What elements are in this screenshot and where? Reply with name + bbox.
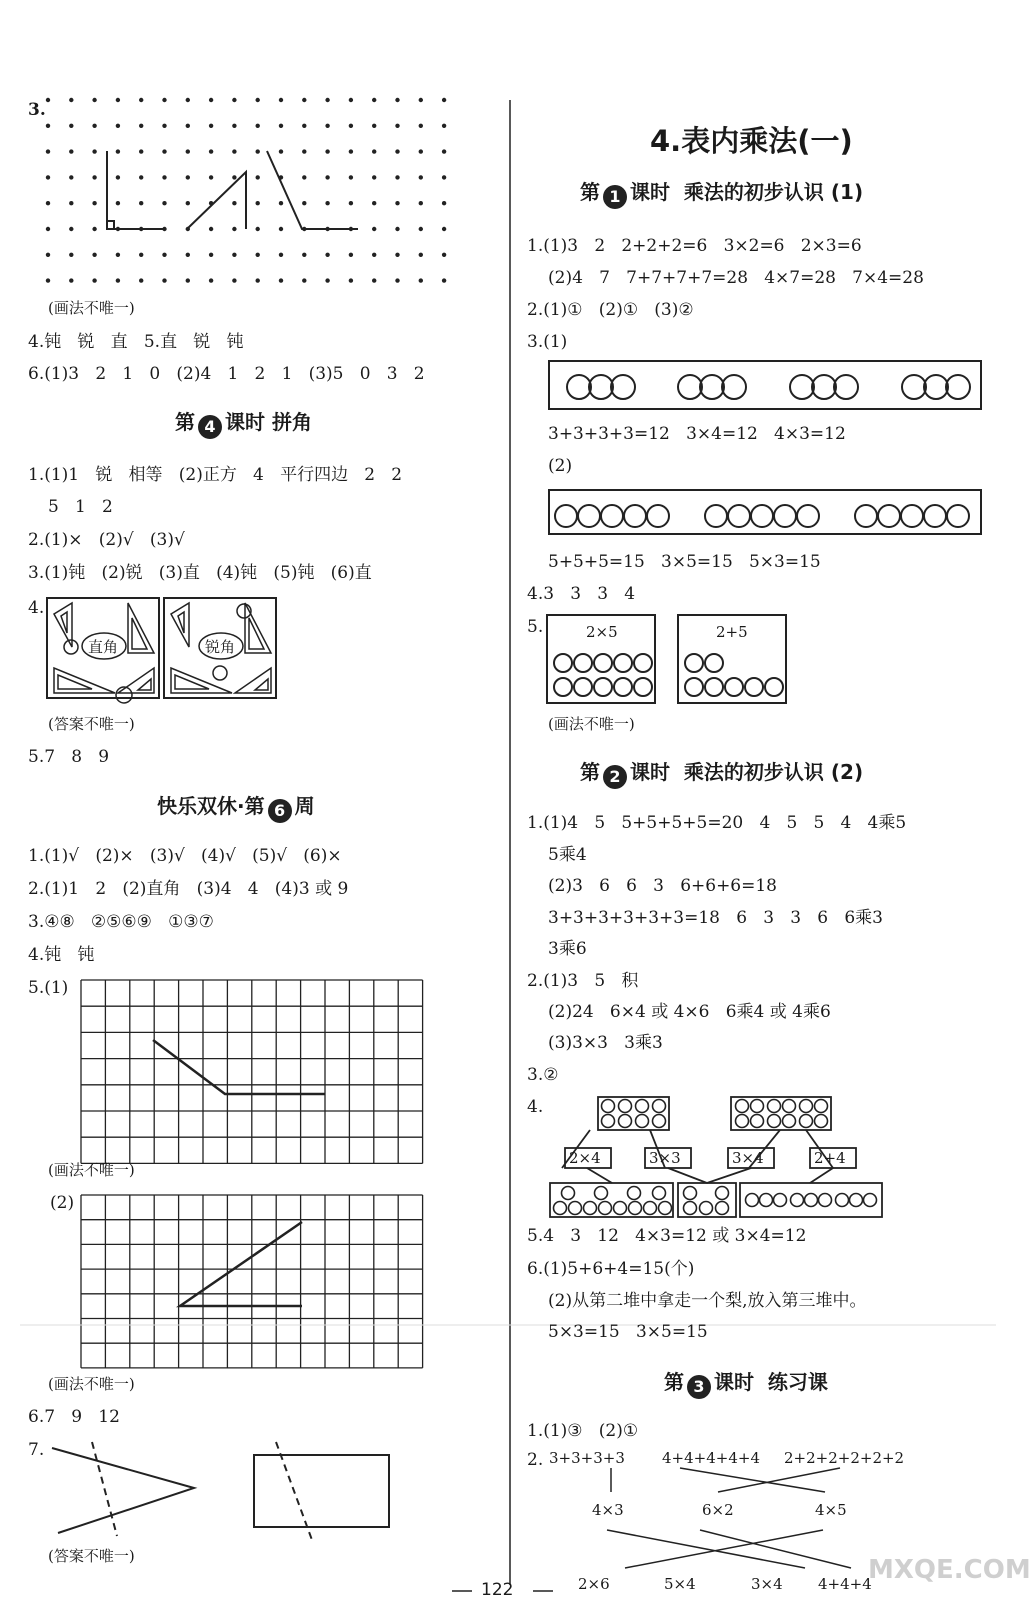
week-heading: 快乐双休·第 6 周 (157, 796, 315, 823)
r3-bot-4: 4+4+4 (818, 1575, 872, 1593)
r2-q2c: (3)3×3 3乘3 (548, 1033, 663, 1053)
w-q7-label: 7. (28, 1440, 45, 1460)
w-note2: (画法不唯一) (48, 1375, 135, 1393)
dashed-cut-line (92, 1442, 117, 1536)
r2-q3: 3.② (527, 1065, 559, 1085)
circle-card (740, 1183, 882, 1217)
acute-angle-label: 锐角 (205, 638, 236, 656)
r2-q6c: 5×3=15 3×5=15 (548, 1322, 708, 1342)
r2-label-3: 3×4 (732, 1149, 764, 1167)
l4-note: (答案不唯一) (48, 715, 135, 733)
r1-q3-label: 3.(1) (527, 332, 568, 352)
rectangle-figure (254, 1455, 389, 1527)
r1-q2: 2.(1)① (2)① (3)② (527, 300, 694, 320)
w-q5-1-label: 5.(1) (28, 978, 69, 998)
r3-mid-3: 4×5 (815, 1501, 847, 1519)
page-number: 122 (481, 1580, 514, 1600)
r2-q6a: 6.(1)5+6+4=15(个) (527, 1259, 695, 1279)
r3-bot-3: 3×4 (751, 1575, 783, 1593)
r3-bot-2: 5×4 (664, 1575, 696, 1593)
r2-q2b: (2)24 6×4 或 4×6 6乘4 或 4乘6 (548, 1002, 831, 1022)
r3-q2-label: 2. (527, 1450, 544, 1470)
r3-top-2: 4+4+4+4+4 (662, 1449, 760, 1467)
r3-mid-1: 4×3 (592, 1501, 624, 1519)
drawn-right-angle (107, 151, 164, 229)
watermark: MXQE.COM (868, 1555, 1031, 1585)
drawn-obtuse-angle (267, 151, 358, 229)
w-note1: (画法不唯一) (48, 1161, 135, 1179)
left-q4-q5: 4.钝 锐 直 5.直 锐 钝 (28, 332, 244, 352)
r1-q5-label: 5. (527, 617, 544, 637)
r2-q6b: (2)从第二堆中拿走一个梨,放入第三堆中。 (548, 1291, 867, 1311)
left-q3-label: 3. (28, 100, 46, 120)
lesson1-heading: 第 1 课时 乘法的初步认识 (1) (580, 182, 863, 209)
r1-q1a: 1.(1)3 2 2+2+2=6 3×2=6 2×3=6 (527, 236, 862, 256)
l4-q3: 3.(1)钝 (2)锐 (3)直 (4)钝 (5)钝 (6)直 (28, 563, 372, 583)
r1-q3a: 3+3+3+3=12 3×4=12 4×3=12 (548, 424, 846, 444)
r3-top-1: 3+3+3+3 (549, 1449, 625, 1467)
r3-mid-2: 6×2 (702, 1501, 734, 1519)
dashed-cut-line (276, 1442, 312, 1540)
l4-q5: 5.7 8 9 (28, 747, 110, 767)
w-q2: 2.(1)1 2 (2)直角 (3)4 4 (4)3 或 9 (28, 879, 349, 899)
drawn-acute-angle (187, 172, 246, 229)
w-q3: 3.④⑧ ②⑤⑥⑨ ①③⑦ (28, 912, 214, 932)
r2-q1c: (2)3 6 6 3 6+6+6=18 (548, 876, 778, 896)
l4-q1b: 5 1 2 (48, 497, 113, 517)
r2-q1b: 5乘4 (548, 845, 587, 865)
square-grid-2 (81, 1195, 423, 1368)
lesson2-heading: 第 2 课时 乘法的初步认识 (2) (580, 762, 863, 789)
lesson-number-badge: 1 (603, 185, 627, 209)
chapter-title: 4.表内乘法(一) (650, 124, 853, 158)
r3-bot-1: 2×6 (578, 1575, 610, 1593)
w-q1: 1.(1)√ (2)× (3)√ (4)√ (5)√ (6)× (28, 846, 342, 866)
r1-q3b-label: (2) (548, 456, 573, 476)
r2-label-4: 2+4 (814, 1149, 846, 1167)
box2-label: 2+5 (716, 623, 748, 641)
r1-note: (画法不唯一) (548, 715, 635, 733)
r2-label-1: 2×4 (569, 1149, 601, 1167)
w-q6: 6.7 9 12 (28, 1407, 120, 1427)
w-note3: (答案不唯一) (48, 1547, 135, 1565)
right-angle-label: 直角 (88, 638, 119, 656)
lesson-number-badge: 2 (603, 765, 627, 789)
lesson4-heading: 第 4 课时 拼角 (175, 412, 312, 439)
circle-card (598, 1097, 669, 1130)
l4-q2: 2.(1)× (2)√ (3)√ (28, 530, 185, 550)
r2-q1d: 3+3+3+3+3+3=18 6 3 3 6 6乘3 (548, 908, 883, 928)
angle-figure (52, 1448, 194, 1533)
r3-q1: 1.(1)③ (2)① (527, 1421, 639, 1441)
r2-label-2: 3×3 (649, 1149, 681, 1167)
r2-q1e: 3乘6 (548, 939, 587, 959)
lesson-number-badge: 3 (687, 1375, 711, 1399)
square-grid-1 (81, 980, 423, 1163)
w-q4: 4.钝 钝 (28, 945, 95, 965)
r2-q5: 5.4 3 12 4×3=12 或 3×4=12 (527, 1226, 807, 1246)
r3-top-3: 2+2+2+2+2+2 (784, 1449, 905, 1467)
r1-q3b: 5+5+5=15 3×5=15 5×3=15 (548, 552, 821, 572)
r1-q1b: (2)4 7 7+7+7+7=28 4×7=28 7×4=28 (548, 268, 924, 288)
r2-q2a: 2.(1)3 5 积 (527, 971, 639, 991)
r2-q4-label: 4. (527, 1097, 544, 1117)
w-q5-2-label: (2) (50, 1193, 75, 1213)
l4-q4-label: 4. (28, 598, 45, 618)
left-q3-note: (画法不唯一) (48, 299, 135, 317)
l4-q1a: 1.(1)1 锐 相等 (2)正方 4 平行四边 2 2 (28, 465, 403, 485)
lesson-number-badge: 4 (198, 415, 222, 439)
right-angle-marker (107, 221, 114, 229)
r1-q4: 4.3 3 3 4 (527, 584, 636, 604)
r2-q1a: 1.(1)4 5 5+5+5+5=20 4 5 5 4 4乘5 (527, 813, 907, 833)
week-number-badge: 6 (268, 799, 292, 823)
lesson3-heading: 第 3 课时 练习课 (664, 1372, 828, 1399)
box1-label: 2×5 (586, 623, 618, 641)
left-q6: 6.(1)3 2 1 0 (2)4 1 2 1 (3)5 0 3 2 (28, 364, 425, 384)
